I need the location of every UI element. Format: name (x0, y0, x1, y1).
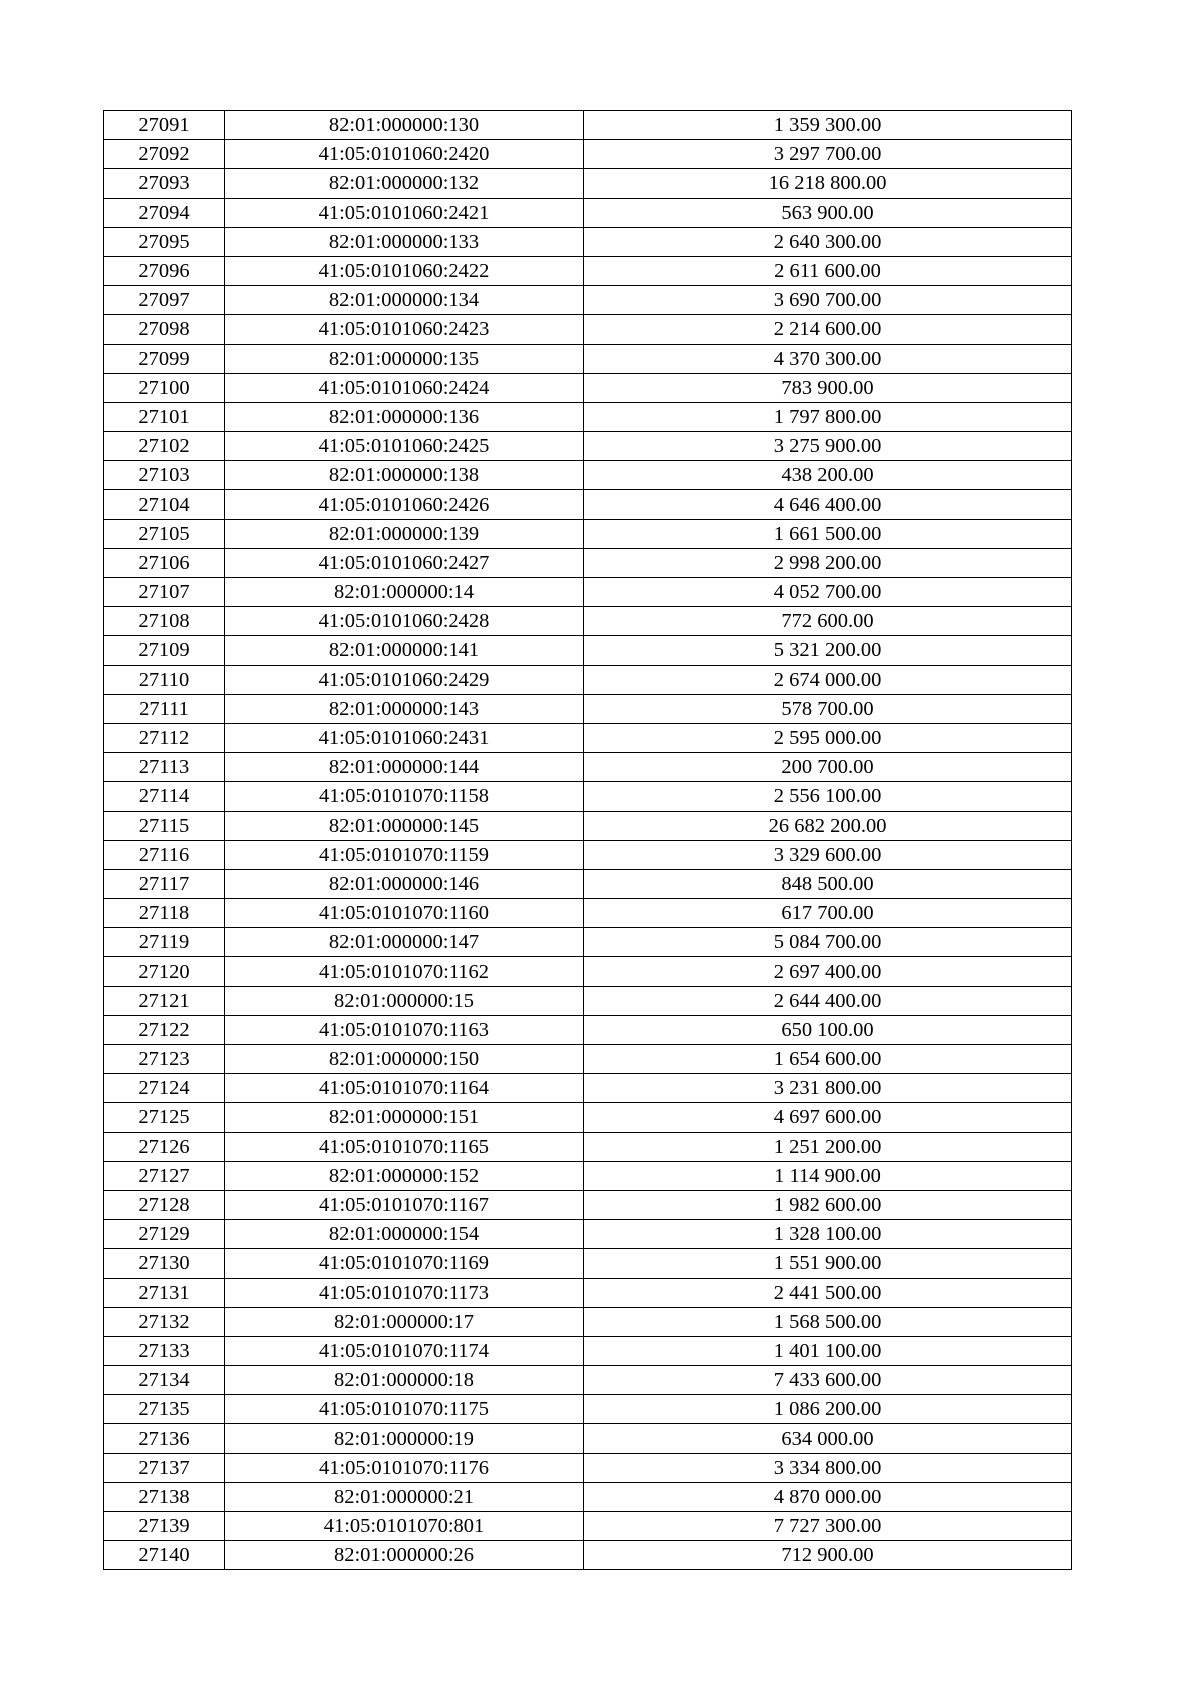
table-row (104, 1512, 1072, 1541)
cadastral-number-cell: 41:05:0101070:1167 (225, 1190, 584, 1219)
cadastral-number-cell: 41:05:0101070:801 (225, 1512, 584, 1541)
cadastral-value-cell: 848 500.00 (584, 869, 1072, 898)
row-number-cell: 27107 (104, 578, 225, 607)
row-number-cell: 27122 (104, 1015, 225, 1044)
table-row (104, 840, 1072, 869)
table-row (104, 1278, 1072, 1307)
cadastral-number-cell: 41:05:0101070:1158 (225, 782, 584, 811)
table-row (104, 607, 1072, 636)
cadastral-number-cell: 82:01:000000:138 (225, 461, 584, 490)
row-number-cell: 27092 (104, 140, 225, 169)
cadastral-number-cell: 82:01:000000:15 (225, 986, 584, 1015)
cadastral-value-cell: 2 640 300.00 (584, 227, 1072, 256)
row-number-cell: 27115 (104, 811, 225, 840)
cadastral-value-cell: 578 700.00 (584, 694, 1072, 723)
table-row (104, 111, 1072, 140)
cadastral-number-cell: 41:05:0101060:2420 (225, 140, 584, 169)
table-row (104, 432, 1072, 461)
cadastral-number-cell: 82:01:000000:134 (225, 286, 584, 315)
row-number-cell: 27091 (104, 111, 225, 140)
row-number-cell: 27137 (104, 1453, 225, 1482)
cadastral-number-cell: 41:05:0101070:1160 (225, 899, 584, 928)
table-row (104, 1190, 1072, 1219)
row-number-cell: 27130 (104, 1249, 225, 1278)
table-row (104, 578, 1072, 607)
cadastral-value-table (103, 110, 1072, 1570)
table-row (104, 1395, 1072, 1424)
row-number-cell: 27136 (104, 1424, 225, 1453)
row-number-cell: 27112 (104, 723, 225, 752)
cadastral-value-cell: 1 114 900.00 (584, 1161, 1072, 1190)
cadastral-number-cell: 41:05:0101070:1169 (225, 1249, 584, 1278)
cadastral-number-cell: 41:05:0101060:2425 (225, 432, 584, 461)
cadastral-value-cell: 2 556 100.00 (584, 782, 1072, 811)
row-number-cell: 27124 (104, 1074, 225, 1103)
cadastral-number-cell: 41:05:0101060:2423 (225, 315, 584, 344)
table-row (104, 869, 1072, 898)
cadastral-number-cell: 41:05:0101060:2428 (225, 607, 584, 636)
cadastral-value-cell: 1 251 200.00 (584, 1132, 1072, 1161)
cadastral-value-cell: 1 654 600.00 (584, 1045, 1072, 1074)
cadastral-value-cell: 1 568 500.00 (584, 1307, 1072, 1336)
table-row (104, 373, 1072, 402)
cadastral-number-cell: 82:01:000000:143 (225, 694, 584, 723)
table-row (104, 548, 1072, 577)
row-number-cell: 27127 (104, 1161, 225, 1190)
cadastral-value-cell: 783 900.00 (584, 373, 1072, 402)
cadastral-value-cell: 2 611 600.00 (584, 256, 1072, 285)
cadastral-number-cell: 41:05:0101070:1159 (225, 840, 584, 869)
table-row (104, 899, 1072, 928)
cadastral-value-cell: 438 200.00 (584, 461, 1072, 490)
table-row (104, 1424, 1072, 1453)
cadastral-number-cell: 82:01:000000:136 (225, 402, 584, 431)
row-number-cell: 27133 (104, 1336, 225, 1365)
table-row (104, 1541, 1072, 1570)
cadastral-value-cell: 2 697 400.00 (584, 957, 1072, 986)
row-number-cell: 27116 (104, 840, 225, 869)
table-row (104, 519, 1072, 548)
cadastral-value-cell: 4 697 600.00 (584, 1103, 1072, 1132)
row-number-cell: 27100 (104, 373, 225, 402)
row-number-cell: 27097 (104, 286, 225, 315)
table-row (104, 1453, 1072, 1482)
table-row (104, 1220, 1072, 1249)
row-number-cell: 27132 (104, 1307, 225, 1336)
row-number-cell: 27096 (104, 256, 225, 285)
cadastral-number-cell: 41:05:0101070:1164 (225, 1074, 584, 1103)
row-number-cell: 27139 (104, 1512, 225, 1541)
cadastral-number-cell: 41:05:0101070:1162 (225, 957, 584, 986)
cadastral-number-cell: 82:01:000000:17 (225, 1307, 584, 1336)
row-number-cell: 27129 (104, 1220, 225, 1249)
cadastral-value-cell: 2 674 000.00 (584, 665, 1072, 694)
row-number-cell: 27118 (104, 899, 225, 928)
cadastral-value-cell: 3 231 800.00 (584, 1074, 1072, 1103)
table-row (104, 723, 1072, 752)
table-row (104, 986, 1072, 1015)
table-row (104, 402, 1072, 431)
cadastral-value-cell: 2 441 500.00 (584, 1278, 1072, 1307)
row-number-cell: 27094 (104, 198, 225, 227)
cadastral-number-cell: 82:01:000000:151 (225, 1103, 584, 1132)
row-number-cell: 27123 (104, 1045, 225, 1074)
cadastral-value-cell: 1 982 600.00 (584, 1190, 1072, 1219)
row-number-cell: 27138 (104, 1482, 225, 1511)
cadastral-value-cell: 2 595 000.00 (584, 723, 1072, 752)
cadastral-number-cell: 82:01:000000:14 (225, 578, 584, 607)
table-body (104, 111, 1072, 1570)
row-number-cell: 27134 (104, 1366, 225, 1395)
cadastral-number-cell: 82:01:000000:26 (225, 1541, 584, 1570)
table-row (104, 1249, 1072, 1278)
cadastral-number-cell: 41:05:0101070:1175 (225, 1395, 584, 1424)
cadastral-value-cell: 5 321 200.00 (584, 636, 1072, 665)
cadastral-value-cell: 2 644 400.00 (584, 986, 1072, 1015)
cadastral-value-cell: 3 297 700.00 (584, 140, 1072, 169)
cadastral-number-cell: 82:01:000000:139 (225, 519, 584, 548)
cadastral-value-cell: 634 000.00 (584, 1424, 1072, 1453)
cadastral-number-cell: 82:01:000000:154 (225, 1220, 584, 1249)
row-number-cell: 27128 (104, 1190, 225, 1219)
cadastral-value-cell: 1 551 900.00 (584, 1249, 1072, 1278)
row-number-cell: 27101 (104, 402, 225, 431)
table-row (104, 665, 1072, 694)
row-number-cell: 27125 (104, 1103, 225, 1132)
table-row (104, 490, 1072, 519)
cadastral-number-cell: 41:05:0101070:1165 (225, 1132, 584, 1161)
row-number-cell: 27114 (104, 782, 225, 811)
cadastral-value-cell: 4 646 400.00 (584, 490, 1072, 519)
cadastral-number-cell: 82:01:000000:144 (225, 753, 584, 782)
cadastral-value-cell: 7 433 600.00 (584, 1366, 1072, 1395)
row-number-cell: 27131 (104, 1278, 225, 1307)
row-number-cell: 27104 (104, 490, 225, 519)
cadastral-number-cell: 41:05:0101070:1176 (225, 1453, 584, 1482)
cadastral-number-cell: 41:05:0101060:2426 (225, 490, 584, 519)
cadastral-number-cell: 82:01:000000:152 (225, 1161, 584, 1190)
cadastral-value-cell: 1 328 100.00 (584, 1220, 1072, 1249)
cadastral-number-cell: 82:01:000000:150 (225, 1045, 584, 1074)
row-number-cell: 27102 (104, 432, 225, 461)
row-number-cell: 27110 (104, 665, 225, 694)
table-row (104, 1307, 1072, 1336)
row-number-cell: 27113 (104, 753, 225, 782)
cadastral-value-cell: 650 100.00 (584, 1015, 1072, 1044)
cadastral-number-cell: 82:01:000000:141 (225, 636, 584, 665)
table-row (104, 1074, 1072, 1103)
cadastral-value-cell: 16 218 800.00 (584, 169, 1072, 198)
table-row (104, 636, 1072, 665)
cadastral-number-cell: 41:05:0101060:2429 (225, 665, 584, 694)
cadastral-number-cell: 41:05:0101060:2424 (225, 373, 584, 402)
cadastral-value-cell: 4 370 300.00 (584, 344, 1072, 373)
cadastral-value-cell: 26 682 200.00 (584, 811, 1072, 840)
table-row (104, 461, 1072, 490)
table-row (104, 256, 1072, 285)
cadastral-value-cell: 1 359 300.00 (584, 111, 1072, 140)
cadastral-number-cell: 82:01:000000:147 (225, 928, 584, 957)
table-row (104, 286, 1072, 315)
cadastral-value-cell: 5 084 700.00 (584, 928, 1072, 957)
row-number-cell: 27103 (104, 461, 225, 490)
table-row (104, 1336, 1072, 1365)
row-number-cell: 27095 (104, 227, 225, 256)
table-row (104, 957, 1072, 986)
cadastral-number-cell: 41:05:0101060:2431 (225, 723, 584, 752)
cadastral-number-cell: 41:05:0101070:1163 (225, 1015, 584, 1044)
cadastral-value-cell: 563 900.00 (584, 198, 1072, 227)
cadastral-number-cell: 82:01:000000:135 (225, 344, 584, 373)
table-row (104, 811, 1072, 840)
table-row (104, 1103, 1072, 1132)
cadastral-value-cell: 4 052 700.00 (584, 578, 1072, 607)
table-row (104, 928, 1072, 957)
table-row (104, 315, 1072, 344)
table-row (104, 694, 1072, 723)
row-number-cell: 27109 (104, 636, 225, 665)
row-number-cell: 27093 (104, 169, 225, 198)
table-row (104, 169, 1072, 198)
cadastral-value-cell: 2 214 600.00 (584, 315, 1072, 344)
cadastral-number-cell: 82:01:000000:19 (225, 1424, 584, 1453)
cadastral-number-cell: 82:01:000000:133 (225, 227, 584, 256)
cadastral-value-cell: 7 727 300.00 (584, 1512, 1072, 1541)
cadastral-number-cell: 41:05:0101060:2421 (225, 198, 584, 227)
cadastral-value-cell: 200 700.00 (584, 753, 1072, 782)
row-number-cell: 27120 (104, 957, 225, 986)
table-row (104, 1161, 1072, 1190)
cadastral-value-cell: 617 700.00 (584, 899, 1072, 928)
table-row (104, 1482, 1072, 1511)
table-row (104, 227, 1072, 256)
cadastral-value-cell: 1 661 500.00 (584, 519, 1072, 548)
cadastral-value-cell: 3 690 700.00 (584, 286, 1072, 315)
cadastral-number-cell: 82:01:000000:146 (225, 869, 584, 898)
cadastral-number-cell: 82:01:000000:21 (225, 1482, 584, 1511)
row-number-cell: 27126 (104, 1132, 225, 1161)
row-number-cell: 27121 (104, 986, 225, 1015)
cadastral-number-cell: 41:05:0101070:1174 (225, 1336, 584, 1365)
table-row (104, 1015, 1072, 1044)
cadastral-number-cell: 82:01:000000:145 (225, 811, 584, 840)
row-number-cell: 27098 (104, 315, 225, 344)
row-number-cell: 27140 (104, 1541, 225, 1570)
cadastral-value-cell: 2 998 200.00 (584, 548, 1072, 577)
row-number-cell: 27105 (104, 519, 225, 548)
table-row (104, 753, 1072, 782)
table-row (104, 1132, 1072, 1161)
cadastral-number-cell: 41:05:0101070:1173 (225, 1278, 584, 1307)
row-number-cell: 27135 (104, 1395, 225, 1424)
cadastral-value-cell: 712 900.00 (584, 1541, 1072, 1570)
row-number-cell: 27106 (104, 548, 225, 577)
cadastral-number-cell: 82:01:000000:130 (225, 111, 584, 140)
row-number-cell: 27117 (104, 869, 225, 898)
row-number-cell: 27119 (104, 928, 225, 957)
cadastral-number-cell: 82:01:000000:132 (225, 169, 584, 198)
cadastral-value-cell: 1 401 100.00 (584, 1336, 1072, 1365)
table-row (104, 344, 1072, 373)
cadastral-value-cell: 4 870 000.00 (584, 1482, 1072, 1511)
table-row (104, 1366, 1072, 1395)
cadastral-number-cell: 41:05:0101060:2427 (225, 548, 584, 577)
cadastral-value-cell: 1 797 800.00 (584, 402, 1072, 431)
cadastral-number-cell: 41:05:0101060:2422 (225, 256, 584, 285)
cadastral-value-cell: 3 334 800.00 (584, 1453, 1072, 1482)
cadastral-value-cell: 1 086 200.00 (584, 1395, 1072, 1424)
cadastral-value-cell: 3 329 600.00 (584, 840, 1072, 869)
row-number-cell: 27111 (104, 694, 225, 723)
cadastral-value-cell: 772 600.00 (584, 607, 1072, 636)
table-row (104, 1045, 1072, 1074)
cadastral-value-cell: 3 275 900.00 (584, 432, 1072, 461)
row-number-cell: 27099 (104, 344, 225, 373)
table-row (104, 782, 1072, 811)
table-row (104, 198, 1072, 227)
row-number-cell: 27108 (104, 607, 225, 636)
cadastral-number-cell: 82:01:000000:18 (225, 1366, 584, 1395)
table-row (104, 140, 1072, 169)
